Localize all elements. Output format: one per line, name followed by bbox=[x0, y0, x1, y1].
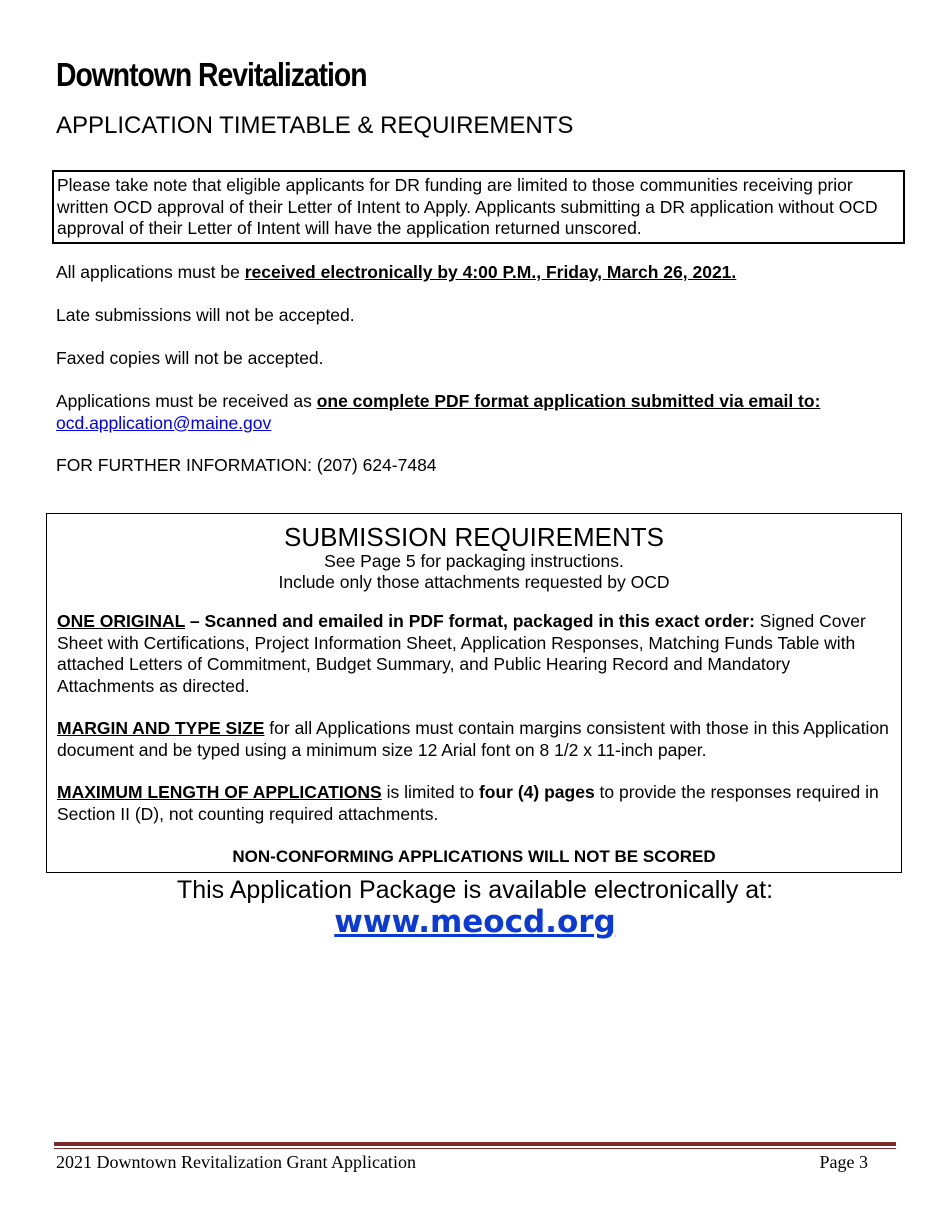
maximum-length-text2: to provide the responses required in Section II (D), not counting required attachments. bbox=[57, 782, 879, 824]
deadline-paragraph bbox=[56, 262, 736, 284]
availability-text: This Application Package is available electronically at: bbox=[176, 876, 774, 904]
website-line bbox=[0, 904, 950, 940]
submission-prefix: Applications must be received as bbox=[56, 391, 317, 411]
maximum-length-paragraph bbox=[57, 782, 889, 825]
further-information: FOR FURTHER INFORMATION: (207) 624-7484 bbox=[56, 455, 437, 475]
faxed-copies-note: Faxed copies will not be accepted. bbox=[56, 348, 324, 368]
margin-type-size-paragraph bbox=[57, 718, 889, 761]
deadline-emphasis: received electronically by 4:00 P.M., Friday, March 26, 2021. bbox=[244, 262, 737, 282]
eligibility-notice-box bbox=[52, 170, 905, 244]
eligibility-notice-text: Please take note that eligible applicants for DR funding are limited to those communities receiving prior written OCD approval of their Letter of Intent to Apply. Applicants submitting a DR application without OCD approval of their Letter of Intent will have the application returned unscored. bbox=[57, 175, 878, 238]
one-original-text: Signed Cover Sheet with Certifications, Project Information Sheet, Application Responses, Matching Funds Table with attached Letters of Commitment, Budget Summary, and Public Hearing Record and Mandatory Attachments as directed. bbox=[57, 611, 866, 696]
packaging-instructions-note: See Page 5 for packaging instructions. bbox=[324, 551, 624, 571]
deadline-prefix: All applications must be bbox=[56, 262, 245, 282]
non-conforming-warning: NON-CONFORMING APPLICATIONS WILL NOT BE SCORED bbox=[232, 847, 716, 866]
submission-emphasis: one complete PDF format application submitted via email to: bbox=[316, 391, 821, 411]
page-subtitle: APPLICATION TIMETABLE & REQUIREMENTS bbox=[56, 112, 574, 139]
website-link[interactable]: www.meocd.org bbox=[334, 904, 616, 940]
page-title: Downtown Revitalization bbox=[56, 56, 367, 93]
submission-requirements-box bbox=[46, 513, 902, 873]
one-original-label: ONE ORIGINAL bbox=[57, 611, 186, 631]
footer-document-title: 2021 Downtown Revitalization Grant Application bbox=[56, 1152, 416, 1172]
footer-rule-thin bbox=[54, 1148, 896, 1149]
requirements-title: SUBMISSION REQUIREMENTS bbox=[284, 522, 664, 552]
maximum-length-label: MAXIMUM LENGTH OF APPLICATIONS bbox=[57, 782, 382, 802]
maximum-length-bold: four (4) pages bbox=[478, 782, 595, 802]
margin-type-size-text: for all Applications must contain margins consistent with those in this Application document and be typed using a minimum size 12 Arial font on 8 1/2 x 11-inch paper. bbox=[57, 718, 889, 760]
submission-paragraph bbox=[56, 391, 820, 434]
late-submissions-note: Late submissions will not be accepted. bbox=[56, 305, 355, 325]
one-original-bold: – Scanned and emailed in PDF format, packaged in this exact order: bbox=[185, 611, 755, 631]
footer-page-number: Page 3 bbox=[819, 1152, 868, 1172]
attachments-note: Include only those attachments requested by OCD bbox=[278, 572, 670, 592]
one-original-paragraph bbox=[57, 611, 889, 697]
margin-type-size-label: MARGIN AND TYPE SIZE bbox=[57, 718, 265, 738]
email-link[interactable]: ocd.application@maine.gov bbox=[56, 412, 272, 433]
footer-rule-thick bbox=[54, 1142, 896, 1146]
maximum-length-text1: is limited to bbox=[381, 782, 479, 802]
